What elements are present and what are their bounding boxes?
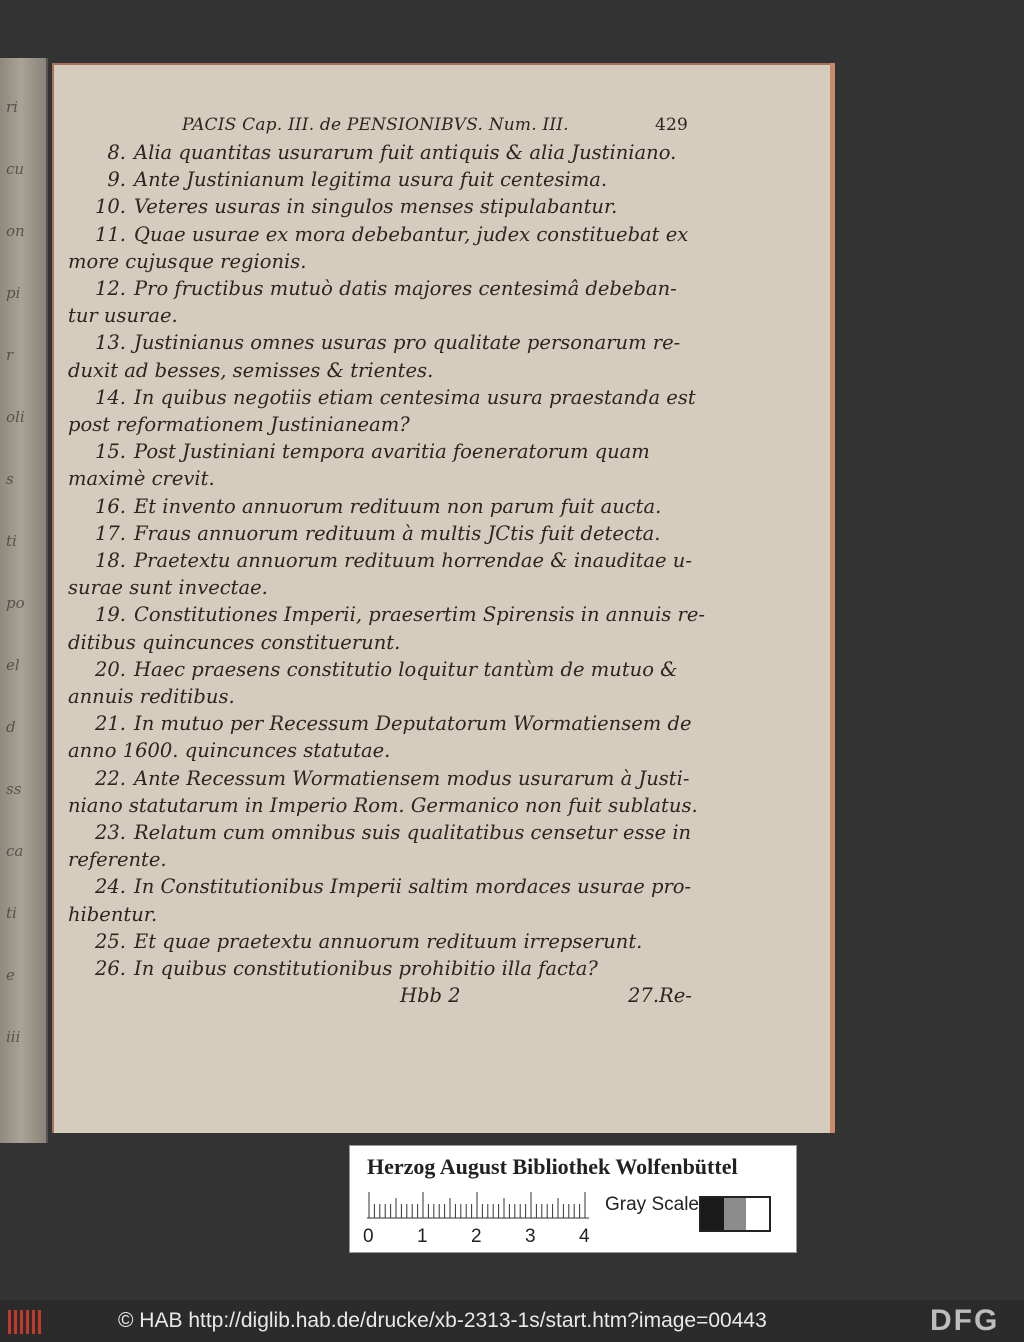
edge-glyph: on: [6, 222, 25, 240]
entry-text: niano statutarum in Imperio Rom. Germanico non fuit sublatus.: [68, 793, 698, 817]
entry-text: In quibus constitutionibus prohibitio illa facta?: [134, 957, 598, 981]
entry-number: 22.: [94, 766, 126, 790]
entry-text: tur usurae.: [68, 304, 178, 328]
page-number: 429: [655, 115, 689, 135]
summary-line: [68, 329, 708, 356]
summary-line: [68, 166, 708, 193]
entry-text: surae sunt invectae.: [68, 576, 268, 600]
edge-glyph: ri: [6, 98, 18, 116]
entry-number: 12.: [94, 277, 126, 301]
ruler-number: 4: [579, 1226, 590, 1247]
summary-line: [68, 547, 708, 574]
entry-number: 21.: [94, 712, 126, 736]
ruler-numbers: [363, 1226, 607, 1248]
entry-text: Constitutiones Imperii, praesertim Spirensis in annuis re-: [134, 603, 705, 627]
running-head-title: PACIS Cap. III. de PENSIONIBVS. Num. III.: [182, 115, 569, 135]
summary-line: [68, 574, 708, 601]
entry-text: In mutuo per Recessum Deputatorum Wormatiensem de: [134, 712, 692, 736]
entry-text: Quae usurae ex mora debebantur, judex constituebat ex: [134, 222, 689, 246]
summary-line: [68, 710, 708, 737]
color-reference-card: [349, 1145, 797, 1253]
summary-line: [68, 928, 708, 955]
edge-glyph: cu: [6, 160, 25, 178]
entry-number: 26.: [94, 957, 126, 981]
running-head: [68, 115, 708, 139]
entry-text: Haec praesens constitutio loquitur tantùm de mutuo &: [134, 657, 678, 681]
ruler-number: 1: [417, 1226, 428, 1247]
entry-text: Fraus annuorum redituum à multis JCtis fuit detecta.: [134, 521, 661, 545]
gray-swatch: [724, 1198, 747, 1230]
entry-text: In Constitutionibus Imperii saltim mordaces usurae pro-: [134, 875, 692, 899]
summary-line: [68, 601, 708, 628]
summary-line: [68, 438, 708, 465]
entry-text: Justinianus omnes usuras pro qualitate personarum re-: [134, 331, 681, 355]
entry-number: 24.: [94, 875, 126, 899]
entry-text: Post Justiniani tempora avaritia foeneratorum quam: [134, 440, 650, 464]
ruler-number: 3: [525, 1226, 536, 1247]
entry-number: 25.: [94, 929, 126, 953]
summary-line: [68, 737, 708, 764]
entry-number: 20.: [94, 657, 126, 681]
entry-text: In quibus negotiis etiam centesima usura praestanda est: [134, 385, 696, 409]
gray-scale-label: Gray Scale: [605, 1194, 699, 1215]
summary-line: [68, 357, 708, 384]
page-text: [68, 115, 708, 1011]
summary-line: [68, 193, 708, 220]
summary-line: [68, 955, 708, 982]
entry-text: referente.: [68, 848, 167, 872]
ruler-number: 2: [471, 1226, 482, 1247]
entry-text: Et invento annuorum redituum non parum fuit aucta.: [134, 494, 662, 518]
copyright-link[interactable]: © HAB http://diglib.hab.de/drucke/xb-2313-1s/start.htm?image=00443: [118, 1309, 767, 1332]
book-page: [52, 63, 835, 1133]
entry-text: Relatum cum omnibus suis qualitatibus censetur esse in: [134, 821, 692, 845]
summary-line: [68, 520, 708, 547]
entry-text: anno 1600. quincunces statutae.: [68, 739, 391, 763]
entry-number: 18.: [94, 549, 126, 573]
summary-line: [68, 275, 708, 302]
edge-glyph: po: [6, 594, 25, 612]
summary-line: [68, 629, 708, 656]
ruler-number: 0: [363, 1226, 374, 1247]
gray-scale-swatches: [699, 1196, 771, 1232]
summary-line: [68, 656, 708, 683]
library-name: Herzog August Bibliothek Wolfenbüttel: [367, 1154, 738, 1179]
entry-number: 19.: [94, 603, 126, 627]
entry-number: 10.: [94, 195, 126, 219]
edge-glyph: el: [6, 656, 20, 674]
ruler-ticks: [367, 1190, 589, 1220]
gray-swatch: [701, 1198, 724, 1230]
entry-number: 15.: [94, 440, 126, 464]
summary-line: [68, 248, 708, 275]
edge-glyph: iii: [6, 1028, 21, 1046]
edge-glyph: pi: [6, 284, 21, 302]
left-page-edge: [0, 58, 48, 1143]
entry-text: Pro fructibus mutuò datis majores centesimâ debeban-: [134, 277, 677, 301]
edge-glyph: r: [6, 346, 14, 364]
entry-text: post reformationem Justinianeam?: [68, 413, 410, 437]
footer-bar: [0, 1300, 1024, 1342]
summary-line: [68, 302, 708, 329]
edge-glyph: ti: [6, 904, 17, 922]
entry-number: 17.: [94, 521, 126, 545]
entry-text: Ante Recessum Wormatiensem modus usurarum à Justi-: [134, 766, 690, 790]
summary-line: [68, 873, 708, 900]
summary-line: [68, 901, 708, 928]
entry-number: 11.: [94, 222, 126, 246]
summary-line: [68, 139, 708, 166]
entry-text: hibentur.: [68, 902, 158, 926]
edge-glyph: oli: [6, 408, 25, 426]
entry-text: maximè crevit.: [68, 467, 215, 491]
barcode-logo-icon: [6, 1306, 46, 1338]
entry-number: 13.: [94, 331, 126, 355]
entry-number: 16.: [94, 494, 126, 518]
entry-text: Et quae praetextu annuorum redituum irrepserunt.: [134, 929, 643, 953]
entry-text: Alia quantitas usurarum fuit antiquis & alia Justiniano.: [134, 141, 677, 164]
summary-line: [68, 765, 708, 792]
summary-line: [68, 411, 708, 438]
entry-text: Ante Justinianum legitima usura fuit centesima.: [134, 168, 608, 192]
edge-glyph: d: [6, 718, 16, 736]
entry-number: 23.: [94, 821, 126, 845]
dfg-logo: DFG: [930, 1304, 1000, 1337]
entry-number: 14.: [94, 385, 126, 409]
page-footer-line: [68, 984, 708, 1011]
summary-line: [68, 384, 708, 411]
gray-swatch: [746, 1198, 769, 1230]
summary-list: [68, 139, 708, 982]
summary-line: [68, 819, 708, 846]
edge-glyph: s: [6, 470, 14, 488]
edge-glyph: e: [6, 966, 15, 984]
summary-line: [68, 846, 708, 873]
entry-number: 8.: [107, 141, 126, 164]
summary-line: [68, 221, 708, 248]
entry-text: more cujusque regionis.: [68, 249, 307, 273]
edge-glyph: ca: [6, 842, 24, 860]
entry-text: duxit ad besses, semisses & trientes.: [68, 358, 434, 382]
summary-line: [68, 493, 708, 520]
entry-number: 9.: [107, 168, 126, 192]
catchword: 27.Re-: [628, 984, 692, 1008]
edge-glyph: ss: [6, 780, 22, 798]
entry-text: ditibus quincunces constituerunt.: [68, 630, 401, 654]
edge-glyph: ti: [6, 532, 17, 550]
entry-text: annuis reditibus.: [68, 685, 235, 709]
entry-text: Veteres usuras in singulos menses stipulabantur.: [134, 195, 618, 219]
summary-line: [68, 792, 708, 819]
summary-line: [68, 683, 708, 710]
entry-text: Praetextu annuorum redituum horrendae & inauditae u-: [134, 549, 692, 573]
signature-mark: Hbb 2: [400, 984, 461, 1008]
scale-ruler: [363, 1190, 590, 1247]
summary-line: [68, 465, 708, 492]
